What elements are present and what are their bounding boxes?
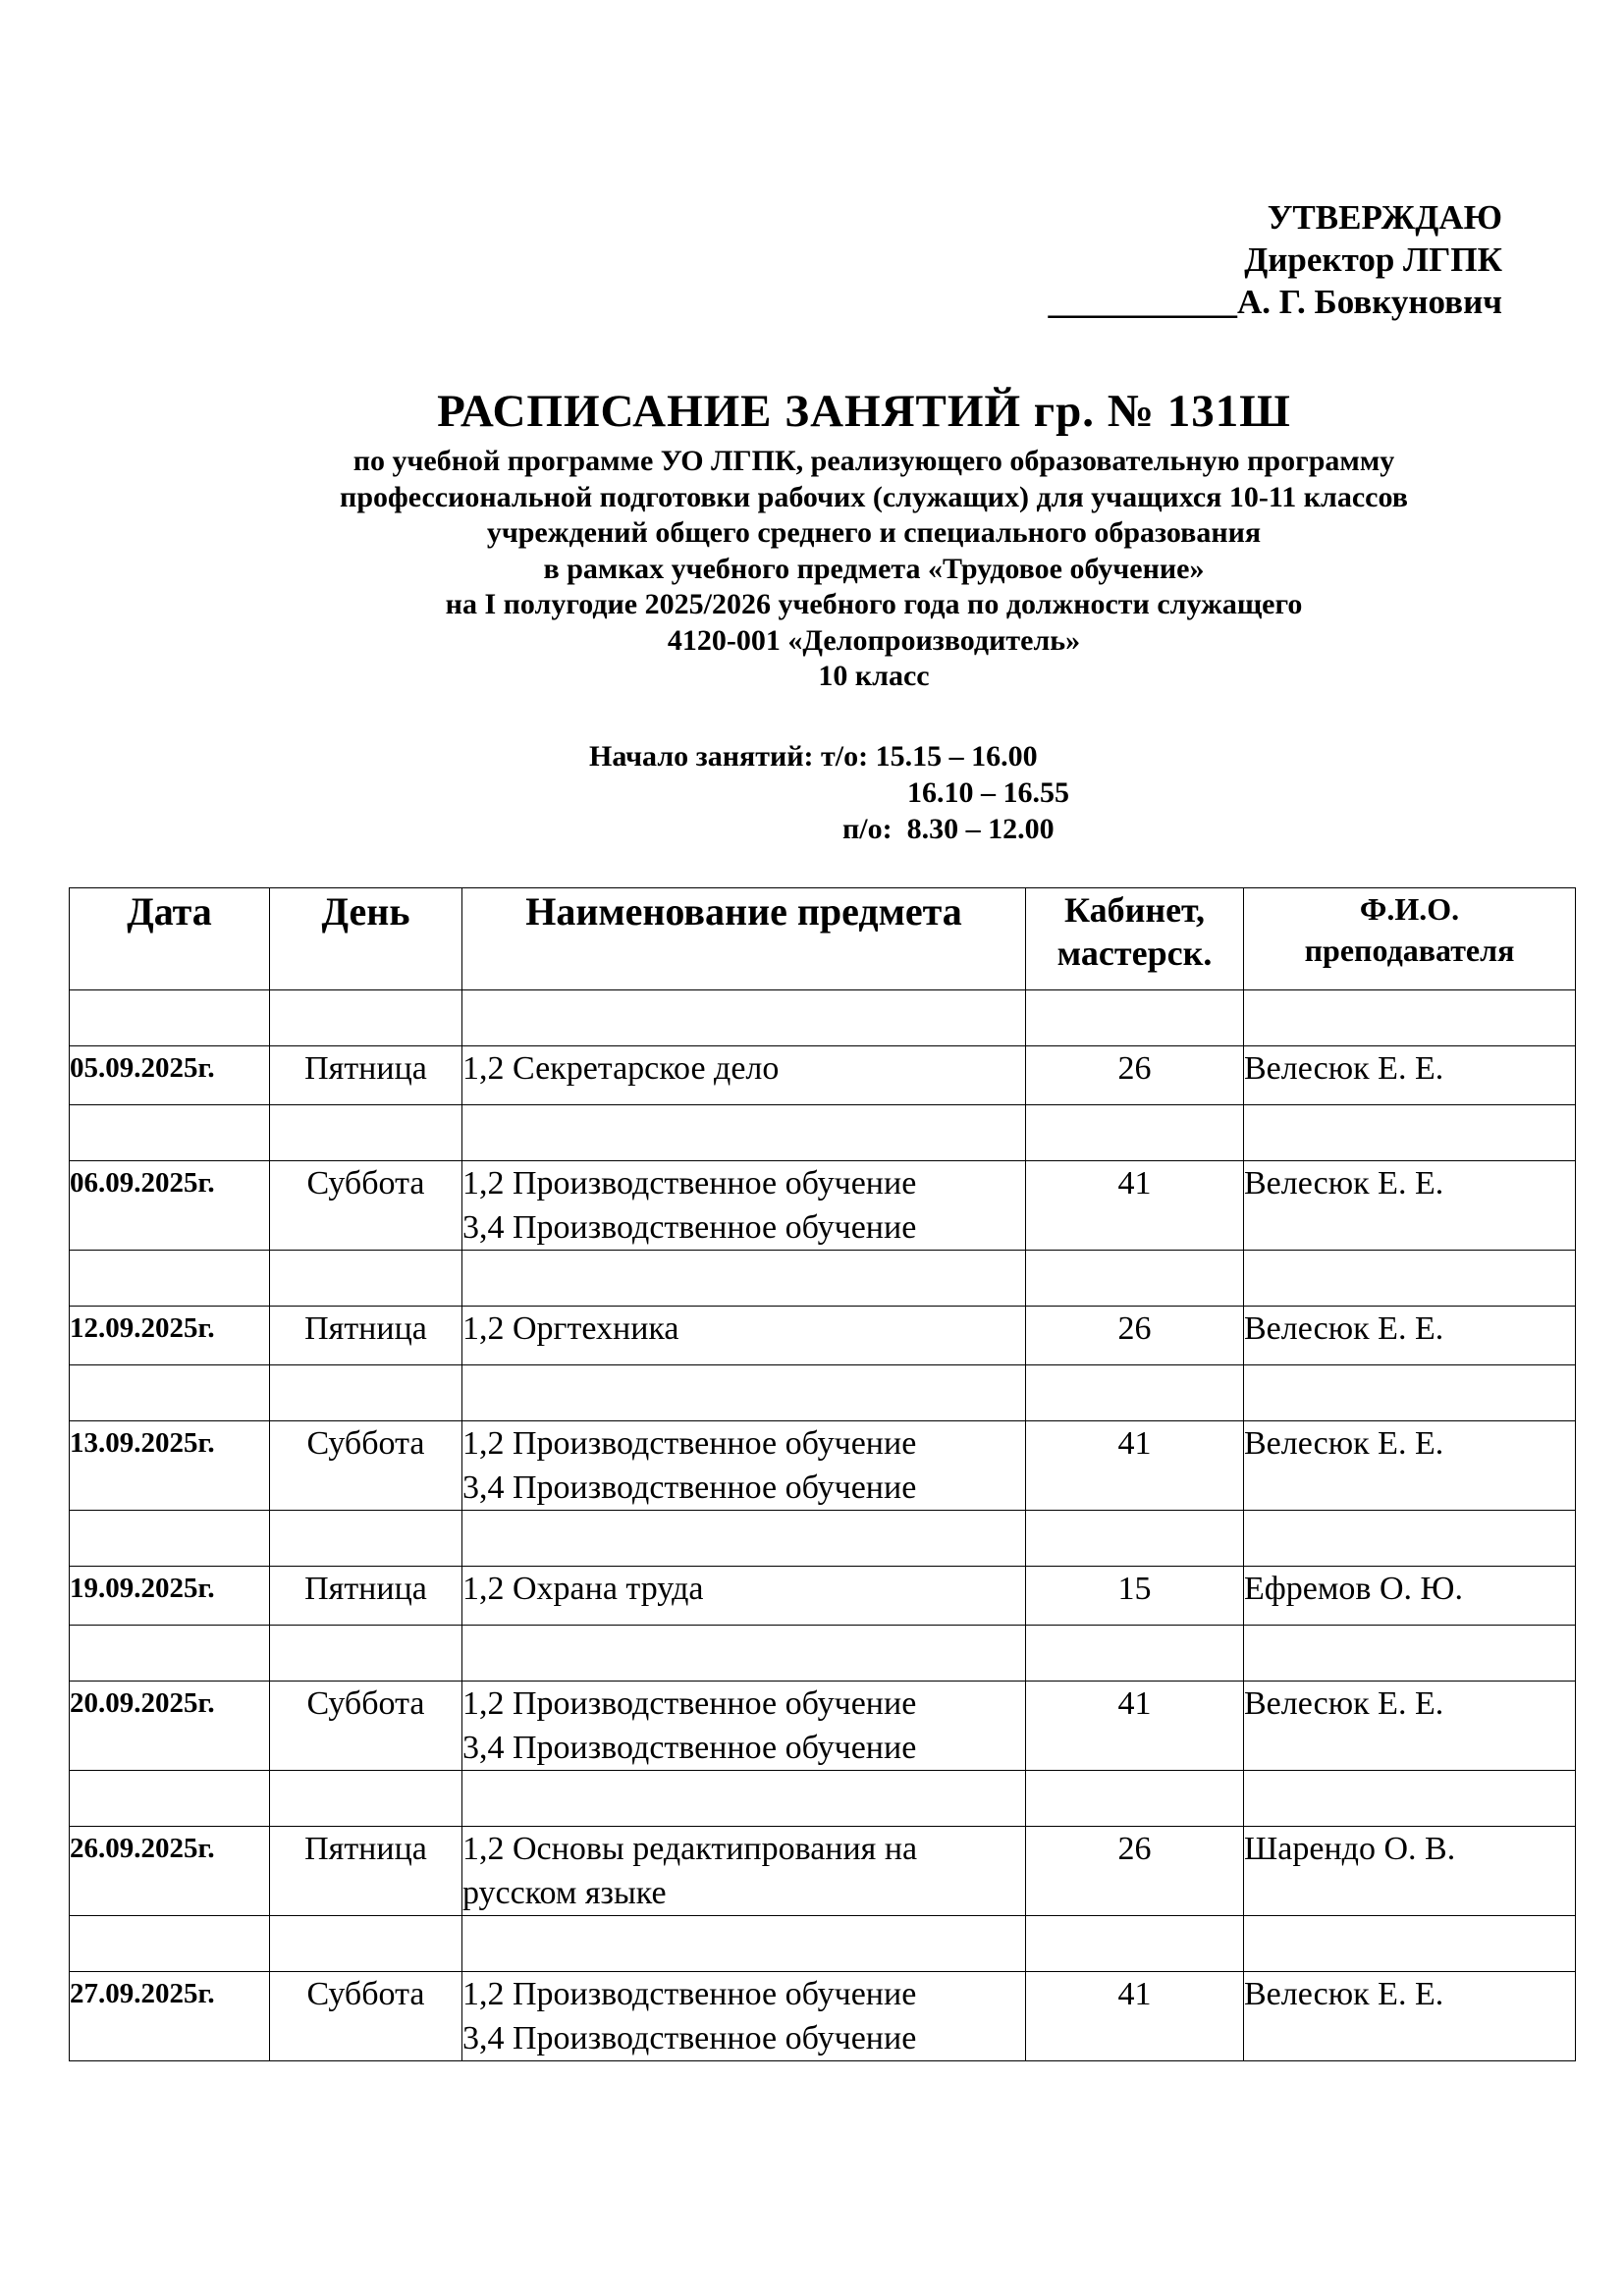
empty-cell <box>462 1251 1026 1307</box>
table-spacer-row <box>70 1626 1576 1682</box>
table-spacer-row <box>70 1511 1576 1567</box>
cell-day: Суббота <box>270 1421 462 1511</box>
empty-cell <box>70 1511 270 1567</box>
empty-cell <box>1244 990 1576 1046</box>
times-practice-label: п/о: <box>842 813 893 845</box>
empty-cell <box>270 1916 462 1972</box>
cell-date: 13.09.2025г. <box>70 1421 270 1511</box>
approval-line-approve: УТВЕРЖДАЮ <box>1267 198 1502 237</box>
cell-teacher: Велесюк Е. Е. <box>1244 1307 1576 1365</box>
header-day: День <box>270 888 462 990</box>
table-spacer-row <box>70 1916 1576 1972</box>
empty-cell <box>70 1626 270 1682</box>
cell-teacher: Ефремов О. Ю. <box>1244 1567 1576 1626</box>
empty-cell <box>70 990 270 1046</box>
empty-cell <box>270 1771 462 1827</box>
empty-cell <box>70 1365 270 1421</box>
empty-cell <box>270 1105 462 1161</box>
cell-day: Суббота <box>270 1682 462 1771</box>
empty-cell <box>1026 1771 1244 1827</box>
table-row <box>70 1307 1576 1365</box>
empty-cell <box>1026 1251 1244 1307</box>
empty-cell <box>1026 1626 1244 1682</box>
cell-subject <box>462 1827 1026 1916</box>
table-spacer-row <box>70 1771 1576 1827</box>
subtitle-line: по учебной программе УО ЛГПК, реализующего образовательную программу <box>352 445 1395 477</box>
cell-room: 41 <box>1026 1421 1244 1511</box>
empty-cell <box>70 1105 270 1161</box>
schedule-title: РАСПИСАНИЕ ЗАНЯТИЙ гр. № 131Ш <box>437 386 1291 437</box>
times-theory-2: 16.10 – 16.55 <box>907 776 1069 809</box>
cell-day: Пятница <box>270 1567 462 1626</box>
empty-cell <box>1026 1916 1244 1972</box>
cell-date: 27.09.2025г. <box>70 1972 270 2061</box>
subject-line: 3,4 Производственное обучение <box>462 1209 917 1246</box>
empty-cell <box>70 1771 270 1827</box>
subtitle-line: профессиональной подготовки рабочих (служащих) для учащихся 10-11 классов <box>340 480 1408 513</box>
header-teacher-line2: преподавателя <box>1304 933 1515 968</box>
empty-cell <box>270 1251 462 1307</box>
empty-cell <box>1026 990 1244 1046</box>
cell-date: 12.09.2025г. <box>70 1307 270 1365</box>
subtitle-line: на I полугодие 2025/2026 учебного года по должности служащего <box>445 588 1303 620</box>
cell-subject <box>462 1421 1026 1511</box>
cell-day: Суббота <box>270 1161 462 1251</box>
approval-line-signature: ___________А. Г. Бовкунович <box>1048 283 1502 321</box>
cell-subject <box>462 1567 1026 1626</box>
subject-line: 1,2 Охрана труда <box>462 1571 704 1607</box>
table-row <box>70 1567 1576 1626</box>
empty-cell <box>1244 1916 1576 1972</box>
empty-cell <box>1244 1105 1576 1161</box>
empty-cell <box>1244 1365 1576 1421</box>
cell-room: 26 <box>1026 1827 1244 1916</box>
cell-day: Пятница <box>270 1307 462 1365</box>
schedule-table <box>69 887 1576 2061</box>
table-row <box>70 1682 1576 1771</box>
subject-line: 3,4 Производственное обучение <box>462 1469 917 1506</box>
empty-cell <box>270 1626 462 1682</box>
cell-teacher: Велесюк Е. Е. <box>1244 1421 1576 1511</box>
cell-day: Суббота <box>270 1972 462 2061</box>
empty-cell <box>270 1511 462 1567</box>
cell-teacher: Велесюк Е. Е. <box>1244 1972 1576 2061</box>
table-row <box>70 1161 1576 1251</box>
empty-cell <box>1244 1626 1576 1682</box>
subtitle-line: 4120-001 «Делопроизводитель» <box>667 623 1081 657</box>
cell-day: Пятница <box>270 1046 462 1105</box>
subject-line: русском языке <box>462 1875 667 1911</box>
cell-teacher: Велесюк Е. Е. <box>1244 1046 1576 1105</box>
empty-cell <box>1244 1511 1576 1567</box>
empty-cell <box>1244 1771 1576 1827</box>
subtitle-line: в рамках учебного предмета «Трудовое обучение» <box>543 552 1205 585</box>
empty-cell <box>1026 1105 1244 1161</box>
subject-line: 1,2 Производственное обучение <box>462 1425 917 1462</box>
header-date: Дата <box>70 888 270 990</box>
empty-cell <box>462 1365 1026 1421</box>
empty-cell <box>462 1916 1026 1972</box>
cell-room: 41 <box>1026 1682 1244 1771</box>
times-label: Начало занятий: т/о: <box>589 740 869 773</box>
schedule-subtitle <box>0 444 1624 695</box>
header-room <box>1026 888 1244 990</box>
table-spacer-row <box>70 990 1576 1046</box>
empty-cell <box>462 1626 1026 1682</box>
subject-line: 1,2 Основы редактипрования на <box>462 1831 918 1867</box>
header-teacher <box>1244 888 1576 990</box>
empty-cell <box>70 1916 270 1972</box>
cell-subject <box>462 1307 1026 1365</box>
cell-subject <box>462 1161 1026 1251</box>
header-teacher-line1: Ф.И.О. <box>1359 891 1460 927</box>
header-room-line2: мастерск. <box>1056 934 1213 973</box>
cell-room: 15 <box>1026 1567 1244 1626</box>
cell-subject <box>462 1046 1026 1105</box>
table-row <box>70 1046 1576 1105</box>
table-spacer-row <box>70 1251 1576 1307</box>
cell-subject <box>462 1972 1026 2061</box>
subject-line: 1,2 Секретарское дело <box>462 1050 780 1087</box>
subtitle-line: 10 класс <box>818 660 930 692</box>
cell-room: 41 <box>1026 1161 1244 1251</box>
subtitle-line: учреждений общего среднего и специального образования <box>486 516 1262 549</box>
class-times <box>589 738 1069 847</box>
empty-cell <box>270 990 462 1046</box>
header-room-line1: Кабинет, <box>1063 890 1206 930</box>
approval-block <box>1048 196 1502 323</box>
empty-cell <box>270 1365 462 1421</box>
empty-cell <box>462 990 1026 1046</box>
cell-date: 06.09.2025г. <box>70 1161 270 1251</box>
empty-cell <box>1026 1365 1244 1421</box>
cell-subject <box>462 1682 1026 1771</box>
subject-line: 1,2 Производственное обучение <box>462 1976 917 2012</box>
empty-cell <box>1026 1511 1244 1567</box>
subject-line: 1,2 Производственное обучение <box>462 1685 917 1722</box>
subject-line: 1,2 Оргтехника <box>462 1310 679 1347</box>
approval-line-position: Директор ЛГПК <box>1244 240 1502 279</box>
cell-date: 19.09.2025г. <box>70 1567 270 1626</box>
subject-line: 1,2 Производственное обучение <box>462 1165 917 1201</box>
empty-cell <box>462 1511 1026 1567</box>
table-header-row <box>70 888 1576 990</box>
cell-date: 20.09.2025г. <box>70 1682 270 1771</box>
empty-cell <box>1244 1251 1576 1307</box>
table-row <box>70 1421 1576 1511</box>
times-theory-1: 15.15 – 16.00 <box>875 740 1038 773</box>
cell-teacher: Шарендо О. В. <box>1244 1827 1576 1916</box>
subject-line: 3,4 Производственное обучение <box>462 2020 917 2056</box>
cell-date: 26.09.2025г. <box>70 1827 270 1916</box>
table-row <box>70 1827 1576 1916</box>
subject-line: 3,4 Производственное обучение <box>462 1730 917 1766</box>
cell-teacher: Велесюк Е. Е. <box>1244 1682 1576 1771</box>
cell-room: 41 <box>1026 1972 1244 2061</box>
times-practice: 8.30 – 12.00 <box>906 813 1055 845</box>
cell-room: 26 <box>1026 1307 1244 1365</box>
cell-teacher: Велесюк Е. Е. <box>1244 1161 1576 1251</box>
empty-cell <box>70 1251 270 1307</box>
table-spacer-row <box>70 1365 1576 1421</box>
cell-day: Пятница <box>270 1827 462 1916</box>
table-row <box>70 1972 1576 2061</box>
table-spacer-row <box>70 1105 1576 1161</box>
empty-cell <box>462 1105 1026 1161</box>
empty-cell <box>462 1771 1026 1827</box>
header-subject: Наименование предмета <box>462 888 1026 990</box>
cell-date: 05.09.2025г. <box>70 1046 270 1105</box>
cell-room: 26 <box>1026 1046 1244 1105</box>
